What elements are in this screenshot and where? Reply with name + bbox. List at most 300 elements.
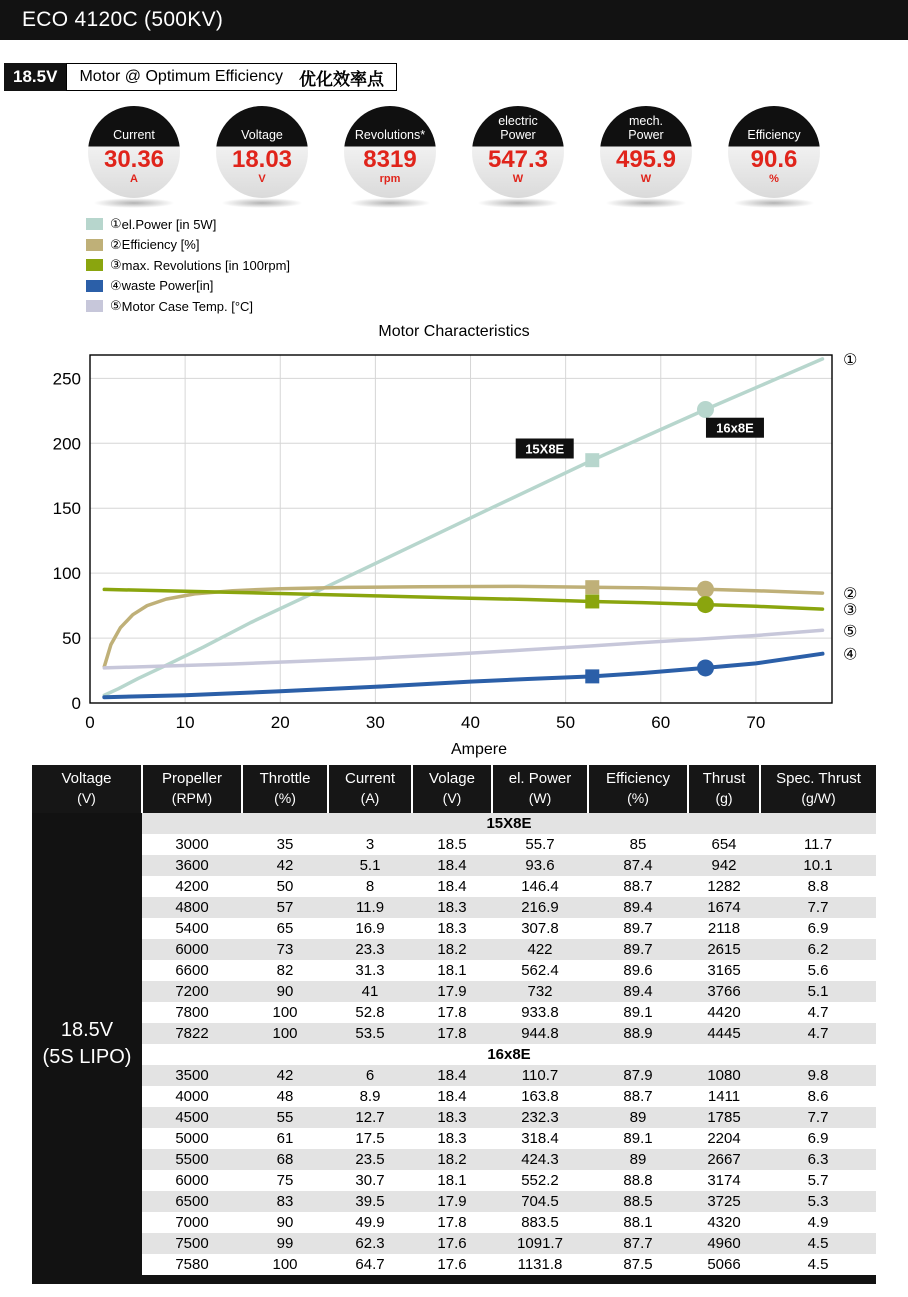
metric-badge [216,106,308,208]
table-cell: 1411 [688,1086,760,1107]
metric-label [498,106,538,146]
column-header [32,765,142,813]
series-end-number: ① [843,351,858,369]
table-cell: 5.7 [760,1170,876,1191]
table-cell: 1080 [688,1065,760,1086]
table-cell: 3600 [142,855,242,876]
metric-label [113,106,155,146]
table-cell: 5000 [142,1128,242,1149]
series-end-number: ② [843,585,858,603]
table-cell: 99 [242,1233,328,1254]
table-body [32,813,876,1275]
marker-circle-efficiency [697,580,714,597]
table-cell: 4200 [142,876,242,897]
table-row [32,1233,876,1254]
table-cell: 3500 [142,1065,242,1086]
table-cell: 7822 [142,1023,242,1044]
legend-color-swatch [86,300,103,312]
table-cell: 4420 [688,1002,760,1023]
table-cell: 18.2 [412,1149,492,1170]
series-end-number: ⑤ [843,622,858,640]
table-cell: 2204 [688,1128,760,1149]
x-tick-label: 0 [85,712,95,732]
legend-series-number: ③ [110,257,122,273]
metric-badge [88,106,180,208]
series-end-number: ③ [843,601,858,619]
table-row [32,1086,876,1107]
table-cell: 18.4 [412,1065,492,1086]
section-row [32,1044,876,1065]
table-cell: 53.5 [328,1023,412,1044]
table-cell: 17.5 [328,1128,412,1149]
table-row [32,1023,876,1044]
table-cell: 307.8 [492,918,588,939]
table-cell: 7800 [142,1002,242,1023]
table-cell: 3766 [688,981,760,1002]
table-cell: 4.7 [760,1023,876,1044]
bottom-bar [32,1275,876,1284]
table-cell: 1785 [688,1107,760,1128]
column-header [760,765,876,813]
metric-badge-circle [600,106,692,198]
section-row [32,813,876,834]
table-cell: 942 [688,855,760,876]
table-cell: 89.4 [588,981,688,1002]
table-cell: 18.5 [412,834,492,855]
metric-unit: W [512,173,524,185]
table-cell: 88.7 [588,876,688,897]
metric-label [355,106,425,146]
table-cell: 4.9 [760,1212,876,1233]
table-cell: 9.8 [760,1065,876,1086]
table-cell: 18.1 [412,1170,492,1191]
table-cell: 422 [492,939,588,960]
optimum-title-box [66,63,397,91]
table-cell: 6000 [142,1170,242,1191]
table-cell: 57 [242,897,328,918]
legend-label: Efficiency [%] [121,237,200,253]
table-cell: 23.3 [328,939,412,960]
marker-circle-waste-power [697,659,714,676]
column-unit: (W) [528,789,552,806]
table-cell: 732 [492,981,588,1002]
table-cell: 562.4 [492,960,588,981]
chart-x-axis-label: Ampere [450,740,508,758]
legend-item [86,235,908,256]
table-cell: 5400 [142,918,242,939]
legend-color-swatch [86,239,103,251]
metric-value: 547.3 [487,146,549,173]
metric-label-line: mech. [628,114,664,128]
table-cell: 23.5 [328,1149,412,1170]
table-cell: 41 [328,981,412,1002]
metric-unit: rpm [379,173,401,185]
table-cell: 4.5 [760,1233,876,1254]
table-row [32,1065,876,1086]
metric-badge-circle [216,106,308,198]
x-tick-label: 20 [270,712,290,732]
propeller-section-label: 15X8E [142,813,876,834]
voltage-badge: 18.5V [4,63,66,91]
metric-label [747,106,800,146]
propeller-data-table [32,765,876,1275]
legend-series-number: ② [110,236,122,252]
table-cell: 17.8 [412,1212,492,1233]
title-bar [0,0,908,40]
chart-title: Motor Characteristics [378,322,530,340]
metric-label-line: Current [113,127,155,142]
optimum-title: Motor @ Optimum Efficiency [79,68,283,85]
legend-series-number: ④ [110,277,122,293]
legend-color-swatch [86,259,103,271]
metric-unit: V [258,173,266,185]
battery-voltage-cell [32,813,142,1275]
column-unit: (%) [274,789,296,806]
table-cell: 163.8 [492,1086,588,1107]
table-cell: 31.3 [328,960,412,981]
badge-shadow [349,198,431,208]
table-row [32,1107,876,1128]
table-cell: 61 [242,1128,328,1149]
badge-shadow [477,198,559,208]
table-cell: 1131.8 [492,1254,588,1275]
table-cell: 42 [242,1065,328,1086]
table-cell: 944.8 [492,1023,588,1044]
prop-label: 15X8E [525,440,565,456]
column-name: Spec. Thrust [776,769,861,787]
table-cell: 93.6 [492,855,588,876]
metric-unit: % [769,173,779,185]
marker-circle-el-power [697,401,714,418]
metric-badge-circle [728,106,820,198]
badge-shadow [93,198,175,208]
table-head [32,765,876,813]
metric-value: 90.6 [750,146,798,173]
metric-value: 30.36 [103,146,165,173]
table-cell: 100 [242,1254,328,1275]
metric-badge-circle [472,106,564,198]
legend-color-swatch [86,280,103,292]
table-cell: 6.9 [760,1128,876,1149]
table-cell: 424.3 [492,1149,588,1170]
table-cell: 89 [588,1107,688,1128]
table-cell: 5.3 [760,1191,876,1212]
table-cell: 3 [328,834,412,855]
table-cell: 4.7 [760,1002,876,1023]
table-header-row [32,765,876,813]
table-cell: 89.1 [588,1128,688,1149]
badge-shadow [221,198,303,208]
column-unit: (V) [442,789,462,806]
metric-badge [728,106,820,208]
series-line-el-power [104,358,822,694]
table-cell: 87.4 [588,855,688,876]
marker-square-waste-power [585,669,599,683]
table-row [32,1149,876,1170]
table-cell: 654 [688,834,760,855]
table-cell: 75 [242,1170,328,1191]
legend-label: waste Power[in] [121,278,214,294]
table-cell: 318.4 [492,1128,588,1149]
table-cell: 8 [328,876,412,897]
table-cell: 3000 [142,834,242,855]
table-cell: 49.9 [328,1212,412,1233]
table-cell: 552.2 [492,1170,588,1191]
table-cell: 88.5 [588,1191,688,1212]
table-cell: 6000 [142,939,242,960]
table-cell: 55 [242,1107,328,1128]
prop-label: 16x8E [716,420,754,436]
legend-item [86,276,908,297]
table-cell: 4.5 [760,1254,876,1275]
table-cell: 73 [242,939,328,960]
series-line-waste-power [104,653,822,697]
table-cell: 64.7 [328,1254,412,1275]
column-unit: (g/W) [801,789,836,806]
metric-label-line: Efficiency [747,127,801,142]
metric-badge [600,106,692,208]
table-cell: 100 [242,1023,328,1044]
table-cell: 7580 [142,1254,242,1275]
metric-value: 495.9 [615,146,677,173]
table-cell: 18.4 [412,1086,492,1107]
battery-voltage-line: (5S LIPO) [42,1045,132,1068]
table-cell: 17.8 [412,1023,492,1044]
table-cell: 2667 [688,1149,760,1170]
table-cell: 42 [242,855,328,876]
table-cell: 68 [242,1149,328,1170]
table-cell: 7.7 [760,1107,876,1128]
table-cell: 146.4 [492,876,588,897]
x-tick-label: 40 [461,712,480,732]
table-cell: 17.9 [412,1191,492,1212]
legend-item [86,214,908,235]
table-cell: 50 [242,876,328,897]
table-row [32,981,876,1002]
metric-badge [344,106,436,208]
table-cell: 39.5 [328,1191,412,1212]
table-cell: 883.5 [492,1212,588,1233]
x-tick-label: 30 [365,712,385,732]
table-cell: 232.3 [492,1107,588,1128]
x-tick-label: 50 [556,712,576,732]
table-cell: 11.9 [328,897,412,918]
table-row [32,876,876,897]
battery-voltage-line: 18.5V [60,1018,114,1041]
column-unit: (V) [77,789,96,806]
column-name: el. Power [508,769,572,787]
x-tick-label: 60 [651,712,671,732]
table-cell: 17.6 [412,1254,492,1275]
table-cell: 89 [588,1149,688,1170]
propeller-section-label: 16x8E [142,1044,876,1065]
marker-square-el-power [585,453,599,467]
table-row [32,855,876,876]
y-tick-label: 0 [71,693,81,713]
table-cell: 5.1 [760,981,876,1002]
table-cell: 6.3 [760,1149,876,1170]
table-cell: 89.1 [588,1002,688,1023]
column-name: Volage [429,769,475,787]
table-cell: 88.1 [588,1212,688,1233]
table-cell: 5.1 [328,855,412,876]
table-cell: 87.9 [588,1065,688,1086]
table-cell: 18.4 [412,855,492,876]
legend-series-number: ⑤ [110,298,122,314]
table-cell: 5500 [142,1149,242,1170]
table-cell: 6.2 [760,939,876,960]
table-cell: 11.7 [760,834,876,855]
table-cell: 1674 [688,897,760,918]
table-cell: 7500 [142,1233,242,1254]
table-cell: 2118 [688,918,760,939]
metric-label-line: electric [498,114,538,128]
metric-value: 18.03 [231,146,293,173]
y-tick-label: 200 [52,433,81,453]
table-cell: 3725 [688,1191,760,1212]
metric-unit: A [130,173,138,185]
table-cell: 35 [242,834,328,855]
table-cell: 1091.7 [492,1233,588,1254]
metric-badge-circle [88,106,180,198]
table-cell: 87.7 [588,1233,688,1254]
table-cell: 933.8 [492,1002,588,1023]
table-cell: 4320 [688,1212,760,1233]
marker-square-max-revolutions [585,594,599,608]
table-cell: 4960 [688,1233,760,1254]
legend-label: Motor Case Temp. [°C] [121,298,254,314]
table-cell: 4800 [142,897,242,918]
series-line-case-temp [104,630,822,668]
metric-label-line: Power [628,127,664,142]
table-cell: 3174 [688,1170,760,1191]
table-cell: 17.8 [412,1002,492,1023]
legend-item [86,255,908,276]
column-unit: (%) [627,789,649,806]
table-cell: 704.5 [492,1191,588,1212]
subheader [4,63,908,91]
badge-shadow [605,198,687,208]
table-row [32,1170,876,1191]
table-cell: 4500 [142,1107,242,1128]
chart-legend [86,214,908,317]
optimum-metric-badges [0,106,908,208]
table-cell: 83 [242,1191,328,1212]
table-cell: 30.7 [328,1170,412,1191]
table-cell: 4000 [142,1086,242,1107]
table-cell: 89.6 [588,960,688,981]
table-cell: 18.3 [412,897,492,918]
column-header [688,765,760,813]
table-cell: 55.7 [492,834,588,855]
legend-label: max. Revolutions [in 100rpm] [121,257,291,273]
metric-label-line: Voltage [241,127,283,142]
table-cell: 90 [242,1212,328,1233]
table-cell: 6500 [142,1191,242,1212]
table-cell: 89.4 [588,897,688,918]
table-cell: 216.9 [492,897,588,918]
metric-value: 8319 [363,146,417,173]
metric-label [241,106,283,146]
table-cell: 18.3 [412,1128,492,1149]
table-cell: 87.5 [588,1254,688,1275]
table-cell: 65 [242,918,328,939]
table-cell: 12.7 [328,1107,412,1128]
table-cell: 62.3 [328,1233,412,1254]
table-cell: 4445 [688,1023,760,1044]
legend-color-swatch [86,218,103,230]
metric-badge [472,106,564,208]
column-name: Voltage [61,769,112,787]
table-cell: 6.9 [760,918,876,939]
marker-circle-max-revolutions [697,596,714,613]
table-cell: 89.7 [588,918,688,939]
table-cell: 5066 [688,1254,760,1275]
table-row [32,834,876,855]
legend-item [86,296,908,317]
table-cell: 8.8 [760,876,876,897]
metric-label-line: Revolutions* [354,127,426,142]
table-cell: 2615 [688,939,760,960]
series-end-number: ④ [843,646,858,664]
table-cell: 88.7 [588,1086,688,1107]
table-row [32,1002,876,1023]
table-row [32,918,876,939]
y-tick-label: 250 [52,368,81,388]
table-row [32,939,876,960]
table-cell: 6 [328,1065,412,1086]
column-name: Thrust [702,769,746,787]
column-header [492,765,588,813]
y-tick-label: 100 [52,563,81,583]
table-cell: 82 [242,960,328,981]
table-cell: 1282 [688,876,760,897]
table-cell: 7200 [142,981,242,1002]
table-row [32,1212,876,1233]
table-cell: 88.9 [588,1023,688,1044]
table-row [32,897,876,918]
table-row [32,1191,876,1212]
table-cell: 18.3 [412,918,492,939]
table-cell: 6600 [142,960,242,981]
series-line-max-revolutions [104,589,822,609]
table-row [32,1128,876,1149]
motor-characteristics-chart [20,341,888,739]
metric-label [628,106,663,146]
x-tick-label: 70 [746,712,766,732]
x-tick-label: 10 [175,712,195,732]
table-cell: 18.2 [412,939,492,960]
y-tick-label: 50 [62,628,81,648]
legend-label: el.Power [in 5W] [121,216,217,232]
y-tick-label: 150 [52,498,81,518]
table-cell: 17.6 [412,1233,492,1254]
table-row [32,1254,876,1275]
plot-border [90,355,832,703]
table-cell: 18.1 [412,960,492,981]
column-unit: (A) [360,789,380,806]
column-name: Efficiency [606,769,670,787]
column-name: Current [344,769,396,787]
column-header [328,765,412,813]
table-cell: 7.7 [760,897,876,918]
column-header [412,765,492,813]
column-unit: (RPM) [171,789,213,806]
table-cell: 90 [242,981,328,1002]
table-cell: 88.8 [588,1170,688,1191]
table-cell: 18.4 [412,876,492,897]
table-cell: 89.7 [588,939,688,960]
